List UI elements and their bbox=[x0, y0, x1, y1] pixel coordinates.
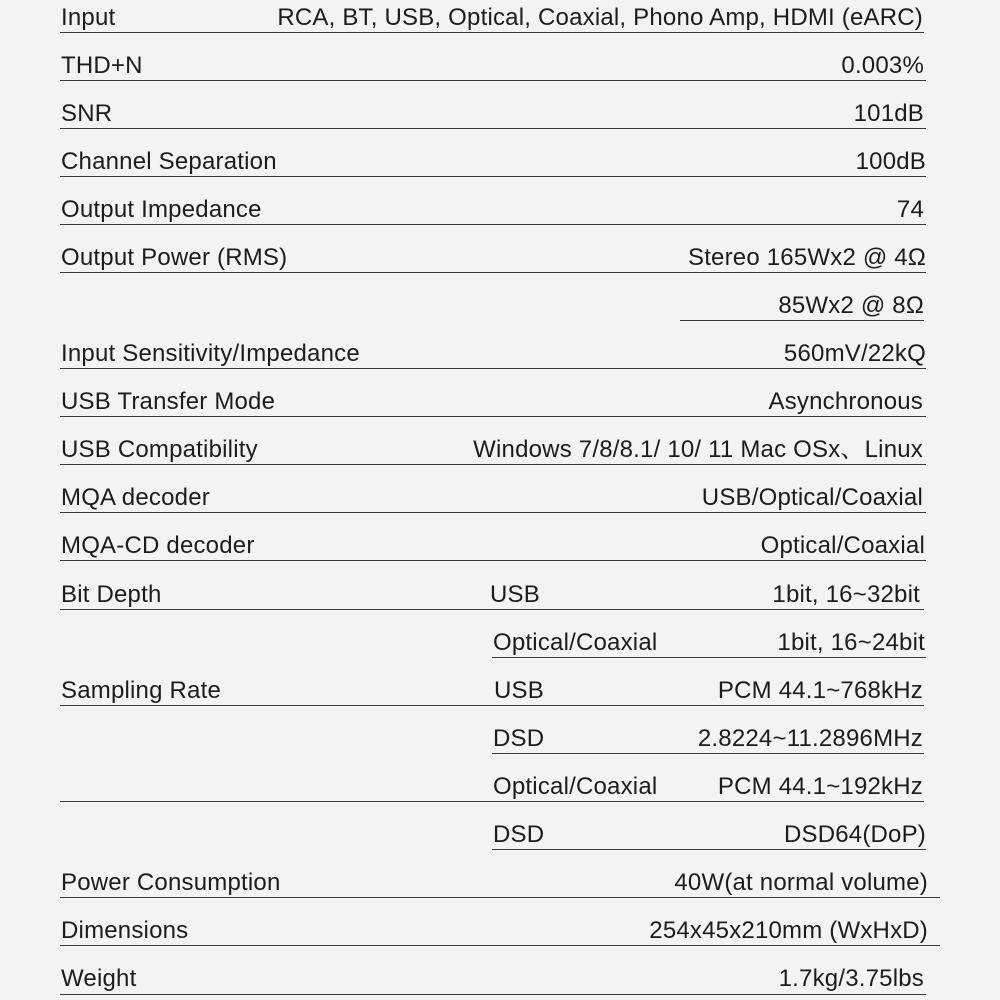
sensitivity-label: Input Sensitivity/Impedance bbox=[61, 340, 360, 367]
mqacd-label: MQA-CD decoder bbox=[61, 532, 255, 559]
dimensions-label: Dimensions bbox=[61, 917, 189, 944]
sampling-usb-sub: USB bbox=[494, 677, 544, 704]
usb-mode-label: USB Transfer Mode bbox=[61, 388, 276, 415]
row-divider bbox=[60, 368, 926, 369]
thd-value: 0.003% bbox=[841, 52, 924, 79]
sampling-dsd-sub: DSD bbox=[493, 725, 545, 752]
row-divider bbox=[60, 272, 926, 273]
row-divider bbox=[60, 32, 924, 33]
snr-label: SNR bbox=[61, 100, 113, 127]
row-divider bbox=[60, 176, 926, 177]
input-label: Input bbox=[61, 4, 116, 31]
sampling-opt-dsd-value: DSD64(DoP) bbox=[783, 821, 926, 848]
separation-label: Channel Separation bbox=[61, 148, 277, 175]
weight-label: Weight bbox=[61, 965, 137, 992]
row-divider bbox=[492, 849, 926, 850]
sensitivity-value: 560mV/22kQ bbox=[783, 340, 926, 367]
impedance-value: 74 bbox=[896, 196, 924, 223]
row-divider bbox=[60, 609, 924, 610]
snr-value: 101dB bbox=[853, 100, 924, 127]
bitdepth-opt-sub: Optical/Coaxial bbox=[493, 629, 658, 656]
sampling-usb-value: PCM 44.1~768kHz bbox=[717, 677, 923, 704]
consumption-label: Power Consumption bbox=[61, 869, 281, 896]
row-divider bbox=[60, 128, 926, 129]
separation-value: 100dB bbox=[855, 148, 926, 175]
row-divider bbox=[60, 80, 926, 81]
mqa-value: USB/Optical/Coaxial bbox=[701, 484, 923, 511]
sampling-opt-dsd-sub: DSD bbox=[493, 821, 545, 848]
row-divider bbox=[60, 705, 924, 706]
usb-compat-value: Windows 7/8/8.1/ 10/ 11 Mac OSx、Linux bbox=[473, 436, 923, 463]
row-divider bbox=[680, 320, 924, 321]
sampling-dsd-value: 2.8224~11.2896MHz bbox=[697, 725, 923, 752]
power-label: Output Power (RMS) bbox=[61, 244, 288, 271]
usb-mode-value: Asynchronous bbox=[768, 388, 923, 415]
power-value-4ohm: Stereo 165Wx2 @ 4Ω bbox=[687, 244, 926, 271]
sampling-label: Sampling Rate bbox=[61, 677, 222, 704]
bitdepth-label: Bit Depth bbox=[61, 581, 162, 608]
row-divider bbox=[60, 224, 926, 225]
bitdepth-usb-sub: USB bbox=[490, 581, 540, 608]
row-divider bbox=[60, 512, 926, 513]
row-divider bbox=[60, 560, 926, 561]
mqacd-value: Optical/Coaxial bbox=[760, 532, 925, 559]
row-divider bbox=[60, 416, 926, 417]
dimensions-value: 254x45x210mm (WxHxD) bbox=[649, 917, 928, 944]
row-divider bbox=[60, 897, 940, 898]
power-value-8ohm: 85Wx2 @ 8Ω bbox=[778, 292, 924, 319]
sampling-opt-value: PCM 44.1~192kHz bbox=[717, 773, 923, 800]
row-divider bbox=[60, 464, 926, 465]
row-divider bbox=[60, 945, 940, 946]
usb-compat-label: USB Compatibility bbox=[61, 436, 258, 463]
input-value: RCA, BT, USB, Optical, Coaxial, Phono Amp, HDMI (eARC) bbox=[277, 4, 923, 31]
thd-label: THD+N bbox=[61, 52, 143, 79]
bitdepth-usb-value: 1bit, 16~32bit bbox=[772, 581, 920, 608]
consumption-value: 40W(at normal volume) bbox=[674, 869, 928, 896]
row-divider bbox=[492, 657, 926, 658]
bitdepth-opt-value: 1bit, 16~24bit bbox=[777, 629, 925, 656]
mqa-label: MQA decoder bbox=[61, 484, 210, 511]
weight-value: 1.7kg/3.75lbs bbox=[778, 965, 924, 992]
row-divider bbox=[60, 994, 926, 995]
sampling-opt-sub: Optical/Coaxial bbox=[493, 773, 658, 800]
impedance-label: Output Impedance bbox=[61, 196, 262, 223]
row-divider bbox=[492, 753, 924, 754]
row-divider bbox=[60, 801, 924, 802]
